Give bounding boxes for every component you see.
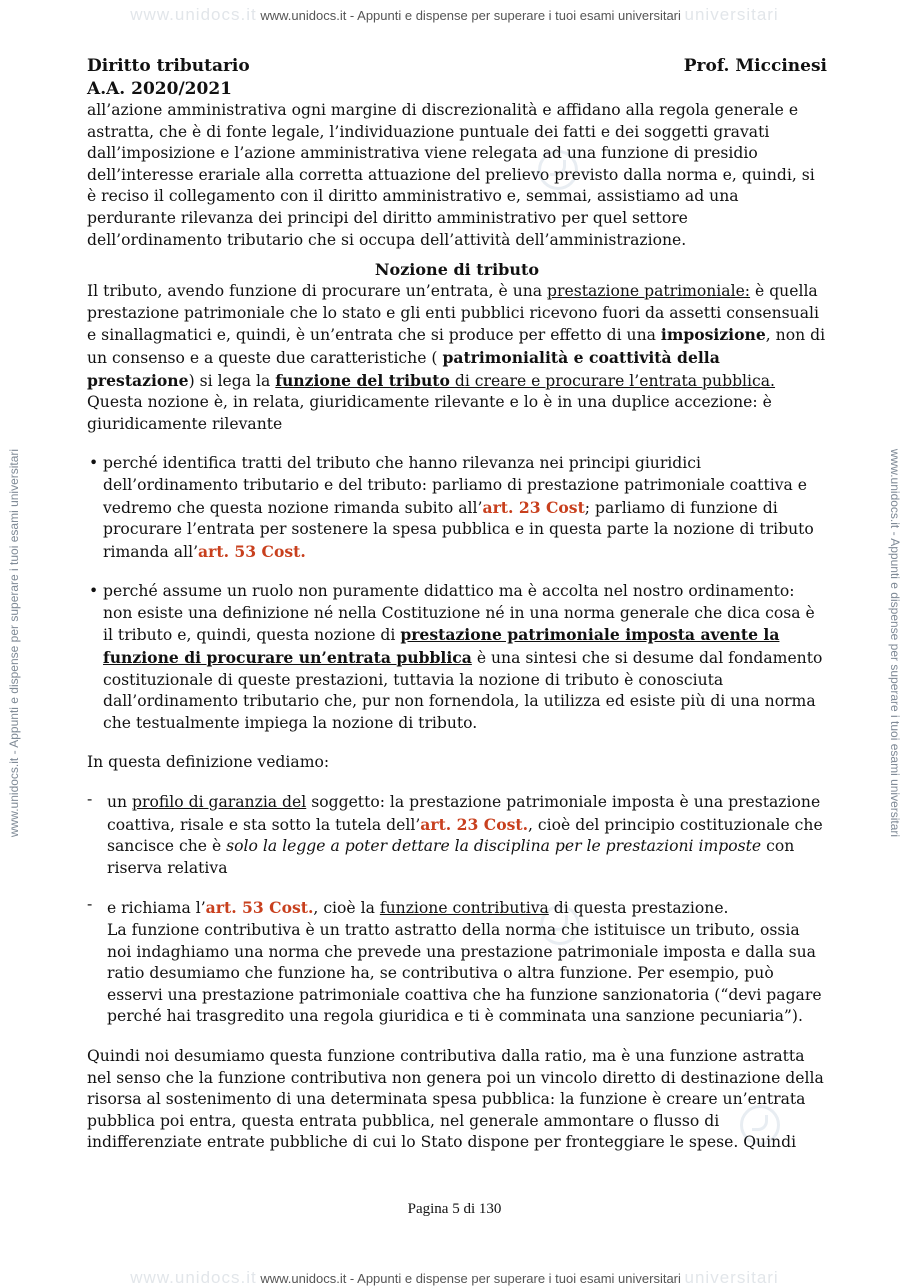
dash-list	[87, 792, 827, 1028]
watermark-left: www.unidocs.it - Appunti e dispense per superare i tuoi esami universitari	[7, 448, 21, 838]
paragraph-conclusion: Quindi noi desumiamo questa funzione contributiva dalla ratio, ma è una funzione astratta nel senso che la funzione contributiva non genera poi un vincolo diretto di destinazione della risorsa al sostenimento di una determinata spesa pubblica: la funzione è creare un’entrata pubblica poi entra, questa entrata pubblica, nel generale ammontare o flusso di indifferenziate entrate pubbliche di cui lo Stato dispone per fronteggiare le spese. Quindi	[87, 1046, 824, 1152]
paragraph-definition: Il tributo, avendo funzione di procurare un’entrata, è una prestazione patrimoniale: è quella prestazione patrimoniale che lo stato e gli enti pubblici ricevono fuori da assetti consensuali e sinallagmatici e, quindi, è un’entrata che si produce per effetto di una imposizione, non di un consenso e a queste due caratteristiche ( patrimonialità e coattività della prestazione) si lega la funzione del tributo di creare e procurare l’entrata pubblica.	[87, 282, 826, 390]
list-item: • perché identifica tratti del tributo che hanno rilevanza nei principi giuridici dell’ordinamento tributario e del tributo: parliamo di prestazione patrimoniale coattiva e vedremo che questa nozione rimanda subito all’art. 23 Cost; parliamo di funzione di procurare l’entrata per sostenere la spesa pubblica e in questa parte la nozione di tributo rimanda all’art. 53 Cost.	[87, 453, 827, 563]
page-header	[87, 55, 827, 78]
paragraph-definition-intro: In questa definizione vediamo:	[87, 753, 330, 772]
watermark-right: www.unidocs.it - Appunti e dispense per superare i tuoi esami universitari	[888, 448, 902, 838]
list-item: - un profilo di garanzia del soggetto: la prestazione patrimoniale imposta è una prestazione coattiva, risale e sta sotto la tutela dell’art. 23 Cost., cioè del principio costituzionale che sancisce che è solo la legge a poter dettare la disciplina per le prestazioni imposte con riserva relativa	[87, 790, 823, 877]
bullet-list	[87, 453, 827, 734]
watermark-ghost-text: www.unidocs.it	[130, 5, 257, 24]
document-page	[87, 55, 827, 1154]
watermark-bottom	[0, 1268, 909, 1288]
watermark-banner-top: www.unidocs.it - Appunti e dispense per superare i tuoi esami universitari	[260, 8, 681, 23]
watermark-top	[0, 5, 909, 25]
watermark-ghost-right: universitari	[684, 5, 779, 24]
watermark-ghost-right: universitari	[684, 1268, 779, 1287]
watermark-ghost-text: www.unidocs.it	[130, 1268, 257, 1287]
section-heading: Nozione di tributo	[374, 260, 540, 280]
intro-paragraph: all’azione amministrativa ogni margine di discrezionalità e affidano alla regola generale e astratta, che è di fonte legale, l’individuazione puntuale dei fatti e dei soggetti gravati dall’imposizione e l’azione amministrativa viene relegata ad una funzione di presidio dell’interesse erariale alla corretta attuazione del prelievo previsto dalla norma e, quindi, si è reciso il collegamento con il diritto amministrativo e, semmai, assistiamo ad una perdurante rilevanza dei principi del diritto amministrativo per quel settore dell’ordinamento tributario che si occupa dell’attività dell’amministrazione.	[87, 101, 815, 249]
academic-year: A.A. 2020/2021	[87, 79, 232, 99]
course-title: Diritto tributario	[87, 56, 250, 76]
paragraph-relevance: Questa nozione è, in relata, giuridicamente rilevante e lo è in una duplice accezione: è giuridicamente rilevante	[87, 393, 772, 433]
list-item: • perché assume un ruolo non puramente didattico ma è accolta nel nostro ordinamento: non esiste una definizione né nella Costituzione né in una norma generale che dica cosa è il tributo e, quindi, questa nozione di prestazione patrimoniale imposta avente la funzione di procurare un’entrata pubblica è una sintesi che si desume dal fondamento costituzionale di queste prestazioni, tuttavia la nozione di tributo è conosciuta dall’ordinamento tributario che, pur non fornendola, la utilizza ed esiste più di una norma che testualmente impiega la nozione di tributo.	[87, 581, 827, 734]
professor-name: Prof. Miccinesi	[683, 56, 827, 76]
page-number: Pagina 5 di 130	[407, 1201, 502, 1217]
list-item: - e richiama l’art. 53 Cost., cioè la funzione contributiva di questa prestazione. La funzione contributiva è un tratto astratto della norma che istituisce un tributo, ossia noi indaghiamo una norma che prevede una prestazione patrimoniale imposta e dalla sua ratio desumiamo che funzione ha, se contributiva o altra funzione. Per esempio, può esservi una prestazione patrimoniale coattiva che ha funzione sanzionatoria (“devi pagare perché hai trasgredito una regola giuridica e ti è comminata una sanzione pecuniaria”).	[87, 895, 822, 1026]
watermark-banner-bottom: www.unidocs.it - Appunti e dispense per superare i tuoi esami universitari	[260, 1271, 681, 1286]
